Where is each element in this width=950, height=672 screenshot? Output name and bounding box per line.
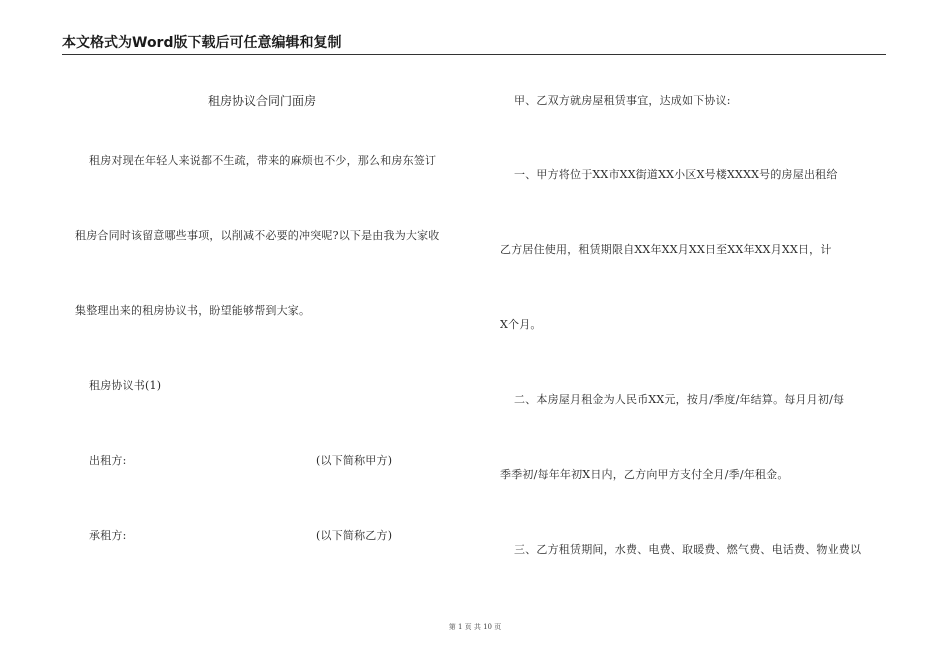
intro-line-3: 集整理出来的租房协议书，盼望能够帮到大家。 bbox=[75, 304, 311, 317]
right-line-5: 二、本房屋月租金为人民币XX元，按月/季度/年结算。每月月初/每 bbox=[514, 393, 845, 406]
lessor-note: (以下简称甲方) bbox=[316, 454, 393, 467]
page-header bbox=[62, 34, 886, 55]
right-line-1: 甲、乙双方就房屋租赁事宜，达成如下协议: bbox=[514, 94, 731, 107]
document-title: 租房协议合同门面房 bbox=[207, 94, 316, 108]
intro-line-1: 租房对现在年轻人来说都不生疏，带来的麻烦也不少，那么和房东签订 bbox=[89, 154, 437, 167]
lessor-label: 出租方: bbox=[89, 454, 127, 467]
right-line-7: 三、乙方租赁期间，水费、电费、取暖费、燃气费、电话费、物业费以 bbox=[514, 543, 862, 556]
right-line-3: 乙方居住使用，租赁期限自XX年XX月XX日至XX年XX月XX日，计 bbox=[500, 243, 832, 256]
lessee-note: (以下简称乙方) bbox=[316, 529, 393, 542]
header-text: 本文格式为Word版下载后可任意编辑和复制 bbox=[62, 35, 342, 51]
right-line-4: X个月。 bbox=[500, 318, 542, 331]
page-footer: 第 1 页 共 10 页 bbox=[448, 623, 502, 631]
right-line-2: 一、甲方将位于XX市XX街道XX小区X号楼XXXX号的房屋出租给 bbox=[514, 168, 838, 181]
intro-line-2: 租房合同时该留意哪些事项，以削减不必要的冲突呢?以下是由我为大家收 bbox=[75, 229, 440, 242]
right-line-6: 季季初/每年年初X日内，乙方向甲方支付全月/季/年租金。 bbox=[500, 468, 789, 481]
section-label: 租房协议书(1) bbox=[89, 379, 162, 392]
lessee-label: 承租方: bbox=[89, 529, 127, 542]
